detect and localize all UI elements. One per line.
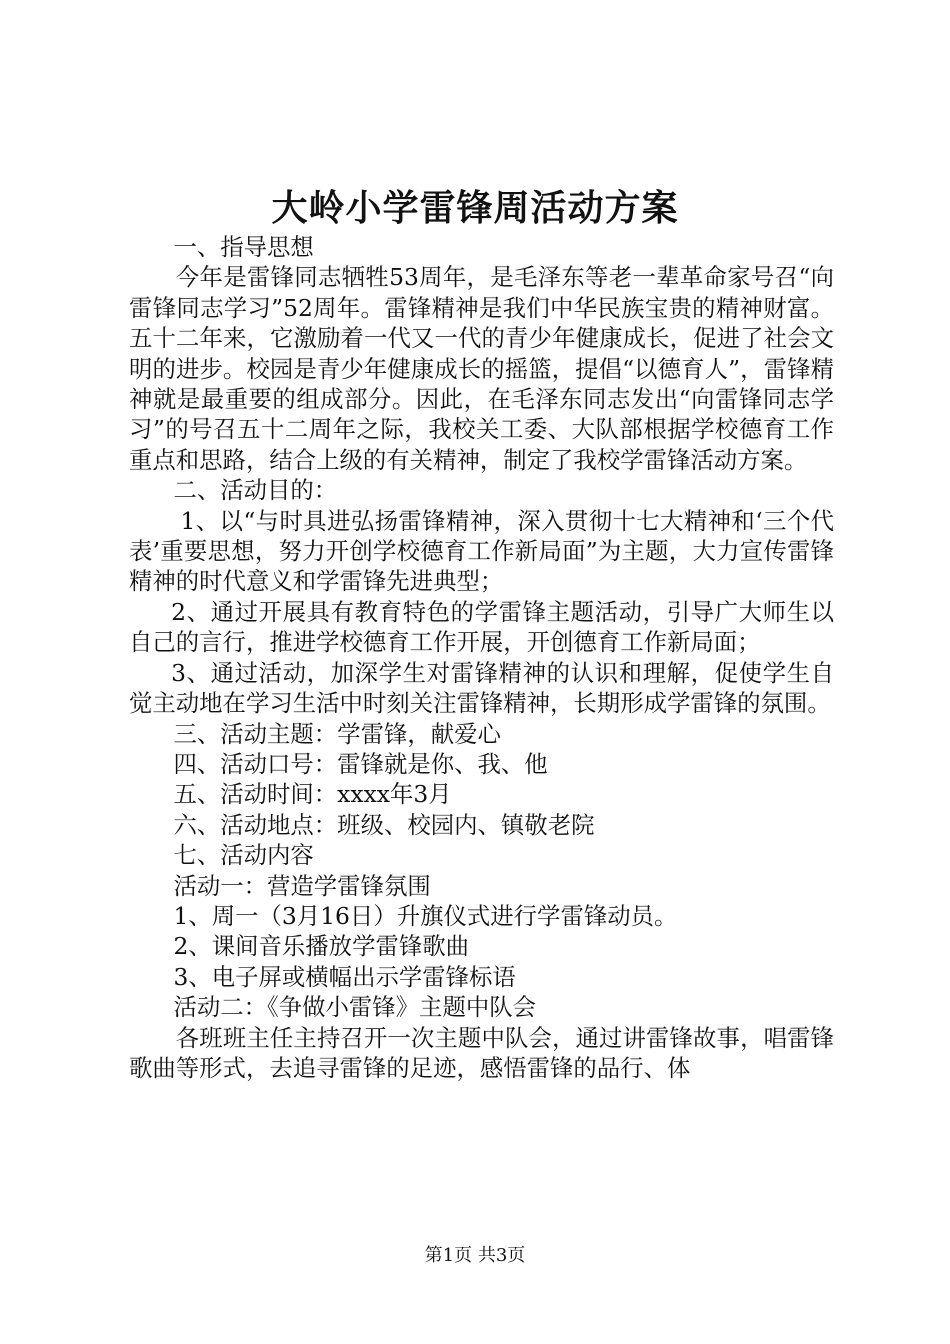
paragraph-activity-two: 各班班主任主持召开一次主题中队会，通过讲雷锋故事，唱雷锋歌曲等形式，去追寻雷锋的足迹，感悟雷锋的品行、体 [129,1023,834,1082]
section-heading-activity-purpose: 二、活动目的： [173,476,338,505]
line-activity-theme: 三、活动主题：学雷锋，献爱心 [173,719,501,748]
list-item: 3、电子屏或横幅出示学雷锋标语 [173,962,516,991]
paragraph-purpose-3: 3、通过活动，加深学生对雷锋精神的认识和理解，促使学生自觉主动地在学习生活中时刻关注雷锋精神，长期形成学雷锋的氛围。 [129,658,834,718]
line-activity-location: 六、活动地点：班级、校园内、镇敬老院 [173,810,595,839]
paragraph-guiding-ideology: 今年是雷锋同志牺牲53周年，是毛泽东等老一辈革命家号召“向雷锋同志学习”52周年。雷锋精神是我们中华民族宝贵的精神财富。五十二年来，它激励着一代又一代的青少年健康成长，促进了社会文明的进步。校园是青少年健康成长的摇篮，提倡“以德育人”，雷锋精神就是最重要的组成部分。因此，在毛泽东同志发出“向雷锋同志学习”的号召五十二周年之际，我校关工委、大队部根据学校德育工作重点和思路，结合上级的有关精神，制定了我校学雷锋活动方案。 [129,263,834,474]
line-activity-slogan: 四、活动口号：雷锋就是你、我、他 [173,749,548,778]
page-footer: 第1页 共3页 [424,1245,526,1266]
line-activity-two: 活动二：《争做小雷锋》主题中队会 [173,993,537,1022]
list-item: 1、周一（3月16日）升旗仪式进行学雷锋动员。 [173,901,678,930]
paragraph-purpose-2: 2、通过开展具有教育特色的学雷锋主题活动，引导广大师生以自己的言行，推进学校德育工作开展，开创德育工作新局面； [129,597,834,657]
section-heading-activity-content: 七、活动内容 [173,841,314,870]
line-activity-one: 活动一：营造学雷锋氛围 [173,871,431,900]
line-activity-time: 五、活动时间：xxxx年3月 [173,780,452,809]
document-title: 大岭小学雷锋周活动方案 [271,187,679,229]
paragraph-purpose-1: 1、以“与时具进弘扬雷锋精神，深入贯彻十七大精神和‘三个代表’重要思想，努力开创学校德育工作新局面”为主题，大力宣传雷锋精神的时代意义和学雷锋先进典型； [129,506,834,596]
section-heading-guiding-ideology: 一、指导思想 [173,233,314,261]
list-item: 2、课间音乐播放学雷锋歌曲 [173,932,470,961]
document-body [129,232,834,1083]
